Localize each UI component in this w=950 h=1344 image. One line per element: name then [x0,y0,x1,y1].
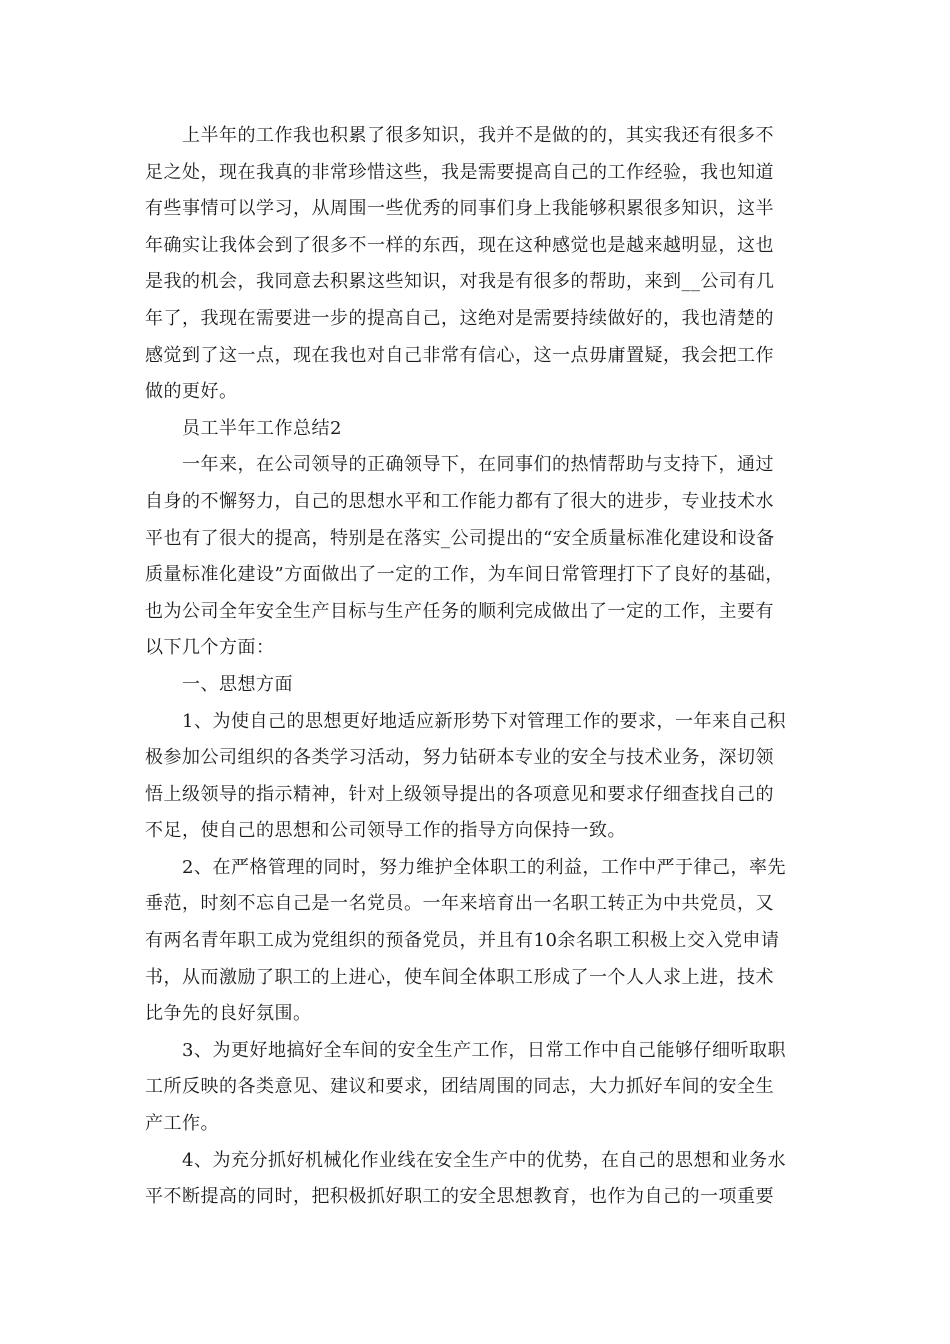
section-heading [145,667,805,704]
text-line: 比争先的良好氛围。 [145,1003,312,1025]
text-line: 有些事情可以学习，从周围一些优秀的同事们身上我能够积累很多知识，这半 [145,198,774,220]
document-body [145,118,805,1216]
text-line: 年确实让我体会到了很多不一样的东西，现在这种感觉也是越来越明显，这也 [145,234,774,256]
paragraph [145,850,805,1033]
text-line: 平不断提高的同时，把积极抓好职工的安全思想教育，也作为自己的一项重要 [145,1186,774,1208]
section-heading [145,411,805,448]
text-line: 书，从而激励了职工的上进心，使车间全体职工形成了一个人人求上进，技术 [145,966,774,988]
text-line: 是我的机会，我同意去积累这些知识，对我是有很多的帮助，来到__公司有几 [145,271,775,293]
text-line: 2、在严格管理的同时，努力维护全体职工的利益，工作中严于律己，率先 [145,856,786,878]
text-line: 垂范，时刻不忘自己是一名党员。一年来培育出一名职工转正为中共党员，又 [145,893,774,915]
text-line: 一年来，在公司领导的正确领导下，在同事们的热情帮助与支持下，通过 [145,454,774,476]
paragraph [145,1033,805,1143]
text-line: 悟上级领导的指示精神，针对上级领导提出的各项意见和要求仔细查找自己的 [145,783,774,805]
text-line: 质量标准化建设”方面做出了一定的工作，为车间日常管理打下了良好的基础， [145,564,784,586]
heading-text: 员工半年工作总结2 [145,417,342,439]
text-line: 感觉到了这一点，现在我也对自己非常有信心，这一点毋庸置疑，我会把工作 [145,344,774,366]
paragraph [145,118,805,411]
text-line: 产工作。 [145,1113,219,1135]
text-line: 3、为更好地搞好全车间的安全生产工作，日常工作中自己能够仔细听取职 [145,1039,786,1061]
text-line: 平也有了很大的提高，特别是在落实_公司提出的“安全质量标准化建设和设备 [145,527,775,549]
text-line: 以下几个方面： [145,637,275,659]
text-line: 工所反映的各类意见、建议和要求，团结周围的同志，大力抓好车间的安全生 [145,1076,774,1098]
text-line: 上半年的工作我也积累了很多知识，我并不是做的的，其实我还有很多不 [145,125,774,146]
text-line: 足之处，现在我真的非常珍惜这些，我是需要提高自己的工作经验，我也知道 [145,161,774,183]
text-line: 自身的不懈努力，自己的思想水平和工作能力都有了很大的进步，专业技术水 [145,490,774,512]
text-line: 也为公司全年安全生产目标与生产任务的顺利完成做出了一定的工作，主要有 [145,600,774,622]
text-line: 做的更好。 [145,381,238,403]
text-line: 有两名青年职工成为党组织的预备党员，并且有10余名职工积极上交入党申请 [145,930,780,952]
text-line: 不足，使自己的思想和公司领导工作的指导方向保持一致。 [145,820,626,842]
paragraph [145,1143,805,1216]
text-line: 4、为充分抓好机械化作业线在安全生产中的优势，在自己的思想和业务水 [145,1149,786,1171]
heading-text: 一、思想方面 [145,673,293,695]
text-line: 极参加公司组织的各类学习活动，努力钻研本专业的安全与技术业务，深切领 [145,747,774,769]
paragraph [145,704,805,850]
text-line: 1、为使自己的思想更好地适应新形势下对管理工作的要求，一年来自己积 [145,710,786,732]
text-line: 年了，我现在需要进一步的提高自己，这绝对是需要持续做好的，我也清楚的 [145,307,774,329]
paragraph [145,447,805,667]
